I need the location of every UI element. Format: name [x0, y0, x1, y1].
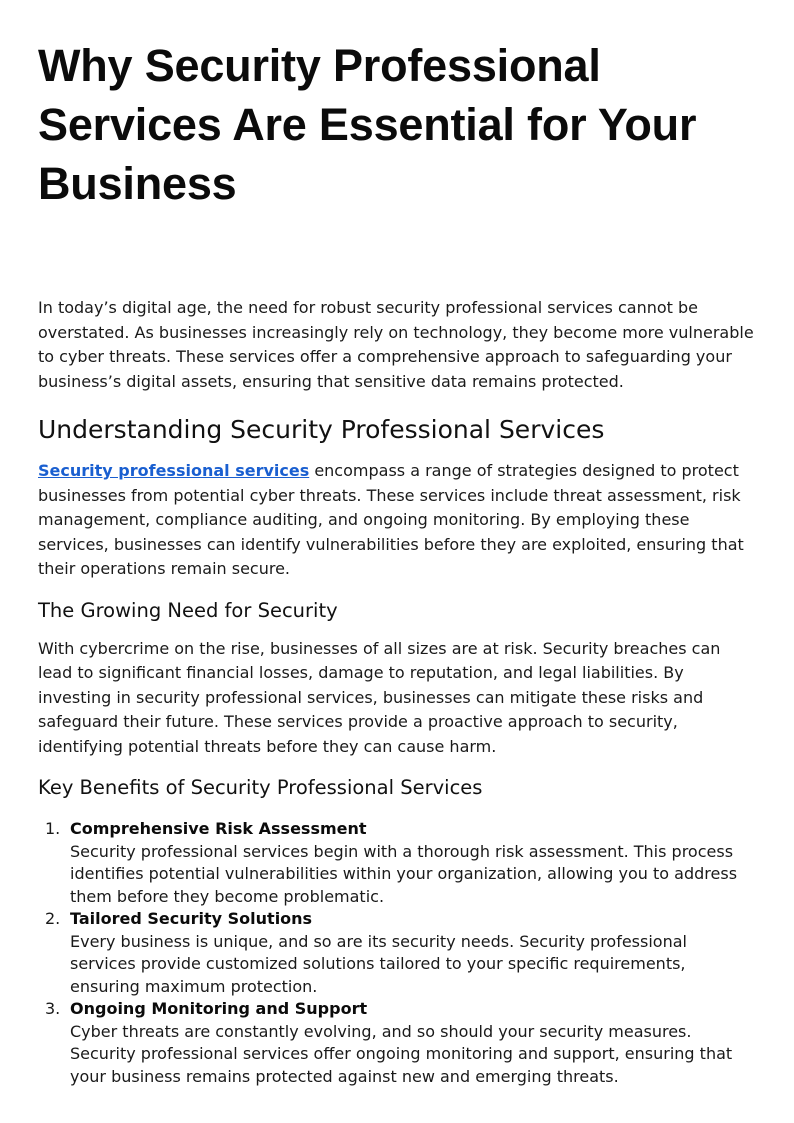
list-item [38, 998, 756, 1088]
benefits-list [38, 818, 756, 1088]
understanding-paragraph [38, 459, 756, 582]
list-item [38, 908, 756, 998]
list-item-number: 2. [45, 909, 61, 928]
list-item-title: Tailored Security Solutions [70, 909, 313, 928]
list-item [38, 818, 756, 908]
section-heading-key-benefits: Key Benefits of Security Professional Services [38, 776, 483, 799]
section-heading-understanding: Understanding Security Professional Services [38, 415, 605, 444]
section-heading-growing-need: The Growing Need for Security [38, 598, 338, 622]
list-item-number: 3. [45, 999, 61, 1018]
list-item-text: Security professional services begin with a thorough risk assessment. This process identifies potential vulnerabilities within your organization, allowing you to address them before they become problematic. [70, 841, 738, 906]
understanding-paragraph-text: encompass a range of strategies designed to protect businesses from potential cyber threats. These services include threat assessment, risk management, compliance auditing, and ongoing monitoring. By employing these services, businesses can identify vulnerabilities before they are exploited, ensuring that their operations remain secure. [38, 461, 744, 578]
intro-paragraph: In today’s digital age, the need for robust security professional services cannot be overstated. As businesses increasingly rely on technology, they become more vulnerable to cyber threats. These services offer a comprehensive approach to safeguarding your business’s digital assets, ensuring that sensitive data remains protected. [38, 298, 754, 391]
list-item-title: Comprehensive Risk Assessment [70, 819, 367, 838]
list-item-title: Ongoing Monitoring and Support [70, 999, 368, 1018]
page-title: Why Security Professional Services Are Essential for Your Business [38, 40, 697, 209]
list-item-text: Every business is unique, and so are its security needs. Security professional services provide customized solutions tailored to your specific requirements, ensuring maximum protection. [70, 931, 687, 996]
list-item-text: Cyber threats are constantly evolving, and so should your security measures. Security professional services offer ongoing monitoring and support, ensuring that your business remains protected against new and emerging threats. [70, 1021, 733, 1086]
security-services-link[interactable]: Security professional services [38, 461, 310, 480]
list-item-number: 1. [45, 819, 61, 838]
growing-need-paragraph: With cybercrime on the rise, businesses of all sizes are at risk. Security breaches can lead to significant financial losses, damage to reputation, and legal liabilities. By investing in security professional services, businesses can mitigate these risks and safeguard their future. These services provide a proactive approach to security, identifying potential threats before they can cause harm. [38, 638, 721, 756]
